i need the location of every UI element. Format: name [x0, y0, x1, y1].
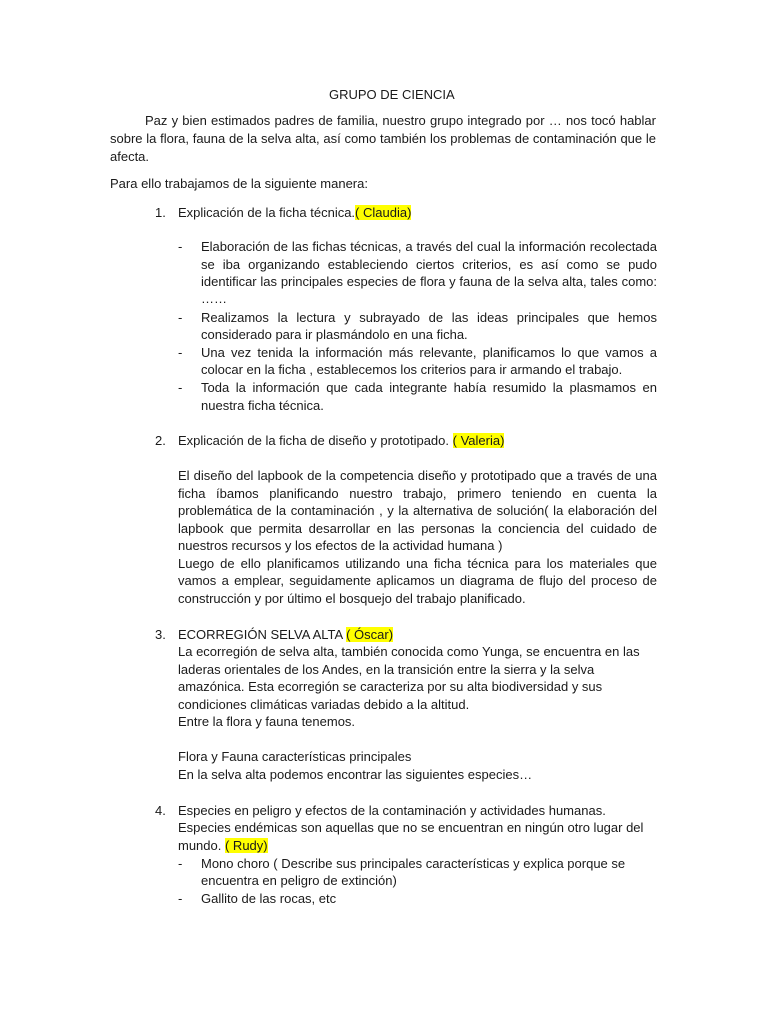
item-1-bullet-4-line-1: Toda la información que cada integrante había resumido la plasmamos en — [201, 380, 657, 395]
item-1-bullet-3-marker: - — [178, 345, 183, 360]
item-1-text: Explicación de la ficha técnica. — [178, 205, 356, 220]
item-2-number: 2. — [155, 433, 166, 448]
item-2-text: Explicación de la ficha de diseño y prototipado. — [178, 433, 453, 448]
item-1-bullet-1-line-4: …… — [201, 291, 227, 306]
item-4-bullet-1-line-1: Mono choro ( Describe sus principales características y explica porque se — [201, 856, 626, 871]
item-2-para-1-line-1: El diseño del lapbook de la competencia diseño y prototipado que a través de una — [178, 468, 657, 483]
item-3-line-2: laderas orientales de los Andes, en la transición entre la sierra y la selva — [178, 662, 595, 677]
item-2-author: ( Valeria) — [452, 433, 505, 448]
item-2-para-2-line-3: construcción y por último el bosquejo del trabajo planificado. — [178, 591, 526, 606]
item-3-line-5: Entre la flora y fauna tenemos. — [178, 714, 356, 729]
item-1-author: ( Claudia) — [355, 205, 412, 220]
item-3-line-4: condiciones climáticas variadas debido a la altitud. — [178, 697, 470, 712]
item-2-para-2-line-1: Luego de ello planificamos utilizando una ficha técnica para los materiales que — [178, 556, 657, 571]
item-3-line-1: La ecorregión de selva alta, también conocida como Yunga, se encuentra en las — [178, 644, 640, 659]
item-3-line-7: En la selva alta podemos encontrar las siguientes especies… — [178, 767, 533, 782]
item-4-number: 4. — [155, 803, 166, 818]
item-2-para-1-line-5: nuestros recursos y los efectos de la actividad humana ) — [178, 538, 503, 553]
intro-line-2: sobre la flora, fauna de la selva alta, así como también los problemas de contaminación que le — [110, 131, 656, 146]
item-4-bullet-1-marker: - — [178, 856, 183, 871]
item-4-bullet-2-line-1: Gallito de las rocas, etc — [201, 891, 337, 906]
item-3-heading — [178, 626, 393, 644]
item-1-bullet-4-line-2: nuestra ficha técnica. — [201, 398, 324, 413]
intro-line-3: afecta. — [110, 149, 150, 164]
item-1-bullet-1-line-3: identificar las principales especies de flora y fauna de la selva alta, tales como: — [201, 274, 657, 289]
item-3-line-6: Flora y Fauna características principales — [178, 749, 412, 764]
item-2-heading — [178, 432, 504, 450]
item-1-bullet-3-line-1: Una vez tenida la información más relevante, planificamos lo que vamos a — [201, 345, 657, 360]
item-1-bullet-2-marker: - — [178, 310, 183, 325]
item-3-line-3: amazónica. Esta ecorregión se caracteriza por su alta biodiversidad y sus — [178, 679, 603, 694]
item-1-bullet-1-marker: - — [178, 239, 183, 254]
item-2-para-1-line-2: ficha íbamos planificando nuestro trabajo, primero teniendo en cuenta la — [178, 486, 657, 501]
item-4-heading: Especies en peligro y efectos de la contaminación y actividades humanas. — [178, 803, 606, 818]
item-2-para-1-line-3: problemática de la contaminación , y la alternativa de solución( la elaboración del — [178, 503, 657, 518]
item-1-bullet-2-line-2: considerado para ir plasmándolo en una ficha. — [201, 327, 468, 342]
item-1-bullet-4-marker: - — [178, 380, 183, 395]
item-2-para-1-line-4: lapbook que permita desarrollar en las personas la conciencia del cuidado de — [178, 521, 657, 536]
item-4-author: ( Rudy) — [224, 838, 268, 853]
item-4-line-3-text: mundo. — [178, 838, 225, 853]
item-3-author: ( Óscar) — [346, 627, 394, 642]
item-1-bullet-2-line-1: Realizamos la lectura y subrayado de las ideas principales que hemos — [201, 310, 657, 325]
item-1-bullet-1-line-1: Elaboración de las fichas técnicas, a través del cual la información recolectada — [201, 239, 657, 254]
item-4-line-3 — [178, 837, 268, 855]
item-4-line-2: Especies endémicas son aquellas que no se encuentran en ningún otro lugar del — [178, 820, 644, 835]
lead-line: Para ello trabajamos de la siguiente manera: — [110, 176, 368, 191]
item-1-bullet-3-line-2: colocar en la ficha , establecemos los criterios para ir armando el trabajo. — [201, 362, 623, 377]
item-3-number: 3. — [155, 627, 166, 642]
item-2-para-2-line-2: vamos a emplear, seguidamente aplicamos un diagrama de flujo del proceso de — [178, 573, 657, 588]
intro-line-1: Paz y bien estimados padres de familia, nuestro grupo integrado por … nos tocó hablar — [145, 113, 656, 128]
item-1-bullet-1-line-2: se iba organizando estableciendo ciertos criterios, es así como se pudo — [201, 257, 657, 272]
item-1-number: 1. — [155, 205, 166, 220]
item-1-heading — [178, 204, 411, 222]
item-4-bullet-1-line-2: encuentra en peligro de extinción) — [201, 873, 397, 888]
document-title: GRUPO DE CIENCIA — [329, 87, 455, 102]
item-4-bullet-2-marker: - — [178, 891, 183, 906]
item-3-text: ECORREGIÓN SELVA ALTA — [178, 627, 347, 642]
